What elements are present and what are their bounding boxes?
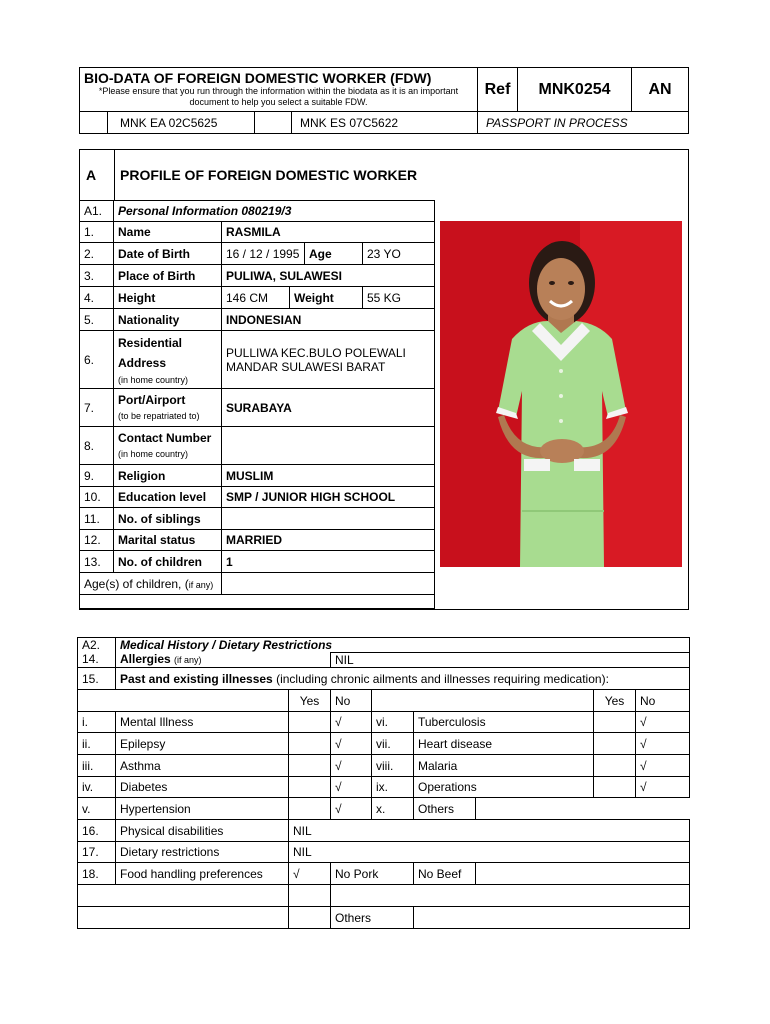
empty-cell	[414, 907, 690, 929]
row-num: 10.	[80, 487, 114, 508]
allergies-label: Allergies	[120, 652, 171, 666]
allergies-sub: (if any)	[174, 654, 202, 665]
height-label: Height	[114, 287, 222, 309]
header-note: *Please ensure that you run through the information within the biodata as it is an important document to help you select a suitable FDW.	[98, 86, 459, 107]
allergies-value: NIL	[331, 653, 690, 668]
address-label-cell	[114, 331, 222, 389]
name-value: RASMILA	[222, 222, 435, 243]
siblings-label: No. of siblings	[114, 508, 222, 530]
address-sub: (in home country)	[118, 374, 189, 385]
a2-code: A2.	[78, 638, 116, 653]
section-a-title: PROFILE OF FOREIGN DOMESTIC WORKER	[120, 167, 418, 183]
port-label-cell	[114, 389, 222, 427]
row-num: 6.	[80, 331, 114, 389]
illness-no-check: √	[331, 798, 372, 820]
illnesses-label: Past and existing illnesses	[120, 671, 273, 686]
illness-num: x.	[372, 798, 414, 820]
illness-num: v.	[78, 798, 116, 820]
header-table	[79, 67, 689, 134]
contact-value	[222, 427, 435, 465]
illness-no-check: √	[636, 755, 690, 777]
yes-header-right: Yes	[594, 690, 636, 712]
illness-name: Asthma	[116, 755, 289, 777]
row-num: 2.	[80, 243, 114, 265]
row-num: 4.	[80, 287, 114, 309]
illness-name: Diabetes	[116, 777, 289, 798]
illness-name: Epilepsy	[116, 733, 289, 755]
food-label: Food handling preferences	[116, 863, 289, 885]
illness-name: Operations	[414, 777, 594, 798]
empty-cell	[476, 863, 690, 885]
illness-yes	[289, 798, 331, 820]
illness-name: Mental Illness	[116, 712, 289, 733]
section-a-letter: A	[86, 167, 97, 183]
empty-cell	[476, 798, 690, 820]
row-num: 7.	[80, 389, 114, 427]
no-pork-check: √	[289, 863, 331, 885]
illness-num: iii.	[78, 755, 116, 777]
row-num: 15.	[78, 668, 116, 690]
port-label: Port/Airport	[118, 392, 186, 407]
nationality-value: INDONESIAN	[222, 309, 435, 331]
medical-table	[77, 637, 690, 929]
es-number: MNK ES 07C5622	[292, 112, 478, 134]
illness-no-check: √	[331, 777, 372, 798]
row-num: 16.	[78, 820, 116, 842]
yes-header-left: Yes	[289, 690, 331, 712]
education-value: SMP / JUNIOR HIGH SCHOOL	[222, 487, 435, 508]
dietary-value: NIL	[289, 842, 690, 863]
row-num: 12.	[80, 530, 114, 551]
illness-name: Malaria	[414, 755, 594, 777]
illness-name: Tuberculosis	[414, 712, 594, 733]
religion-label: Religion	[114, 465, 222, 487]
ref-value: MNK0254	[518, 68, 632, 112]
height-value: 146 CM	[222, 287, 290, 309]
empty-cell	[255, 112, 292, 134]
no-header-left: No	[331, 690, 372, 712]
a2-title: Medical History / Dietary Restrictions	[116, 638, 690, 653]
illness-yes	[289, 733, 331, 755]
row-num: 11.	[80, 508, 114, 530]
empty-cell	[78, 690, 289, 712]
marital-label: Marital status	[114, 530, 222, 551]
illness-yes	[594, 733, 636, 755]
illness-no-check: √	[636, 712, 690, 733]
weight-label: Weight	[290, 287, 363, 309]
empty-cell	[289, 907, 331, 929]
ref-code: AN	[632, 68, 689, 112]
weight-value: 55 KG	[363, 287, 435, 309]
address-label-2: Address	[118, 355, 167, 370]
pob-label: Place of Birth	[114, 265, 222, 287]
religion-value: MUSLIM	[222, 465, 435, 487]
ea-number: MNK EA 02C5625	[108, 112, 255, 134]
document-title: BIO-DATA OF FOREIGN DOMESTIC WORKER (FDW)	[84, 70, 432, 86]
fdw-photo	[440, 221, 682, 567]
no-header-right: No	[636, 690, 690, 712]
empty-cell	[78, 885, 289, 907]
row-num: 8.	[80, 427, 114, 465]
illness-num: viii.	[372, 755, 414, 777]
children-value: 1	[222, 551, 435, 573]
illness-no-check: √	[636, 733, 690, 755]
header-title-cell	[80, 68, 478, 112]
personal-info-table	[79, 200, 435, 609]
row-num: 5.	[80, 309, 114, 331]
contact-label: Contact Number	[118, 430, 212, 445]
empty-cell	[331, 885, 690, 907]
contact-sub: (in home country)	[118, 448, 189, 459]
illness-name: Heart disease	[414, 733, 594, 755]
illness-num: ix.	[372, 777, 414, 798]
no-beef-label: No Beef	[414, 863, 476, 885]
age-value: 23 YO	[363, 243, 435, 265]
illness-no-check: √	[331, 712, 372, 733]
illness-yes	[594, 777, 636, 798]
address-value-cell	[222, 331, 435, 389]
port-value: SURABAYA	[222, 389, 435, 427]
empty-cell	[78, 907, 289, 929]
illness-num: vii.	[372, 733, 414, 755]
children-label: No. of children	[114, 551, 222, 573]
marital-value: MARRIED	[222, 530, 435, 551]
row-num: 14.	[78, 653, 116, 668]
illness-yes	[289, 755, 331, 777]
illnesses-note: (including chronic ailments and illnesses requiring medication):	[272, 671, 609, 686]
illness-no-check: √	[636, 777, 690, 798]
row-num: 13.	[80, 551, 114, 573]
no-pork-label: No Pork	[331, 863, 414, 885]
a1-code: A1.	[80, 201, 114, 222]
illness-yes	[594, 755, 636, 777]
illness-num: vi.	[372, 712, 414, 733]
illness-num: i.	[78, 712, 116, 733]
row-num: 3.	[80, 265, 114, 287]
illnesses-heading	[116, 668, 690, 690]
section-a-divider	[114, 149, 115, 200]
age-label: Age	[305, 243, 363, 265]
illness-num: iv.	[78, 777, 116, 798]
illness-name: Others	[414, 798, 476, 820]
illness-yes	[289, 777, 331, 798]
others-label: Others	[331, 907, 414, 929]
allergies-label-cell	[116, 653, 331, 668]
children-age-sub: if any)	[188, 579, 214, 590]
passport-status: PASSPORT IN PROCESS	[478, 112, 689, 134]
children-age-value	[222, 573, 435, 595]
illness-name: Hypertension	[116, 798, 289, 820]
row-num: 17.	[78, 842, 116, 863]
row-num: 9.	[80, 465, 114, 487]
education-label: Education level	[114, 487, 222, 508]
illness-num: ii.	[78, 733, 116, 755]
contact-label-cell	[114, 427, 222, 465]
row-num: 1.	[80, 222, 114, 243]
empty-cell	[372, 690, 594, 712]
name-label: Name	[114, 222, 222, 243]
empty-cell	[80, 112, 108, 134]
a1-title: Personal Information 080219/3	[114, 201, 435, 222]
illness-yes	[594, 712, 636, 733]
nationality-label: Nationality	[114, 309, 222, 331]
port-sub: (to be repatriated to)	[118, 410, 200, 421]
physical-label: Physical disabilities	[116, 820, 289, 842]
address-label-1: Residential	[118, 335, 183, 350]
dob-value: 16 / 12 / 1995	[222, 243, 305, 265]
illness-no-check: √	[331, 755, 372, 777]
physical-value: NIL	[289, 820, 690, 842]
children-age-label-cell	[80, 573, 222, 595]
photo-illustration	[440, 221, 682, 567]
dietary-label: Dietary restrictions	[116, 842, 289, 863]
spacer-row	[80, 595, 435, 609]
address-value-2: MANDAR SULAWESI BARAT	[226, 359, 386, 374]
illness-yes	[289, 712, 331, 733]
ref-label: Ref	[478, 68, 518, 112]
children-age-label: Age(s) of children, (	[84, 576, 189, 591]
row-num: 18.	[78, 863, 116, 885]
dob-label: Date of Birth	[114, 243, 222, 265]
pob-value: PULIWA, SULAWESI	[222, 265, 435, 287]
address-value-1: PULLIWA KEC.BULO POLEWALI	[226, 345, 406, 360]
siblings-value	[222, 508, 435, 530]
illness-no-check: √	[331, 733, 372, 755]
empty-cell	[289, 885, 331, 907]
